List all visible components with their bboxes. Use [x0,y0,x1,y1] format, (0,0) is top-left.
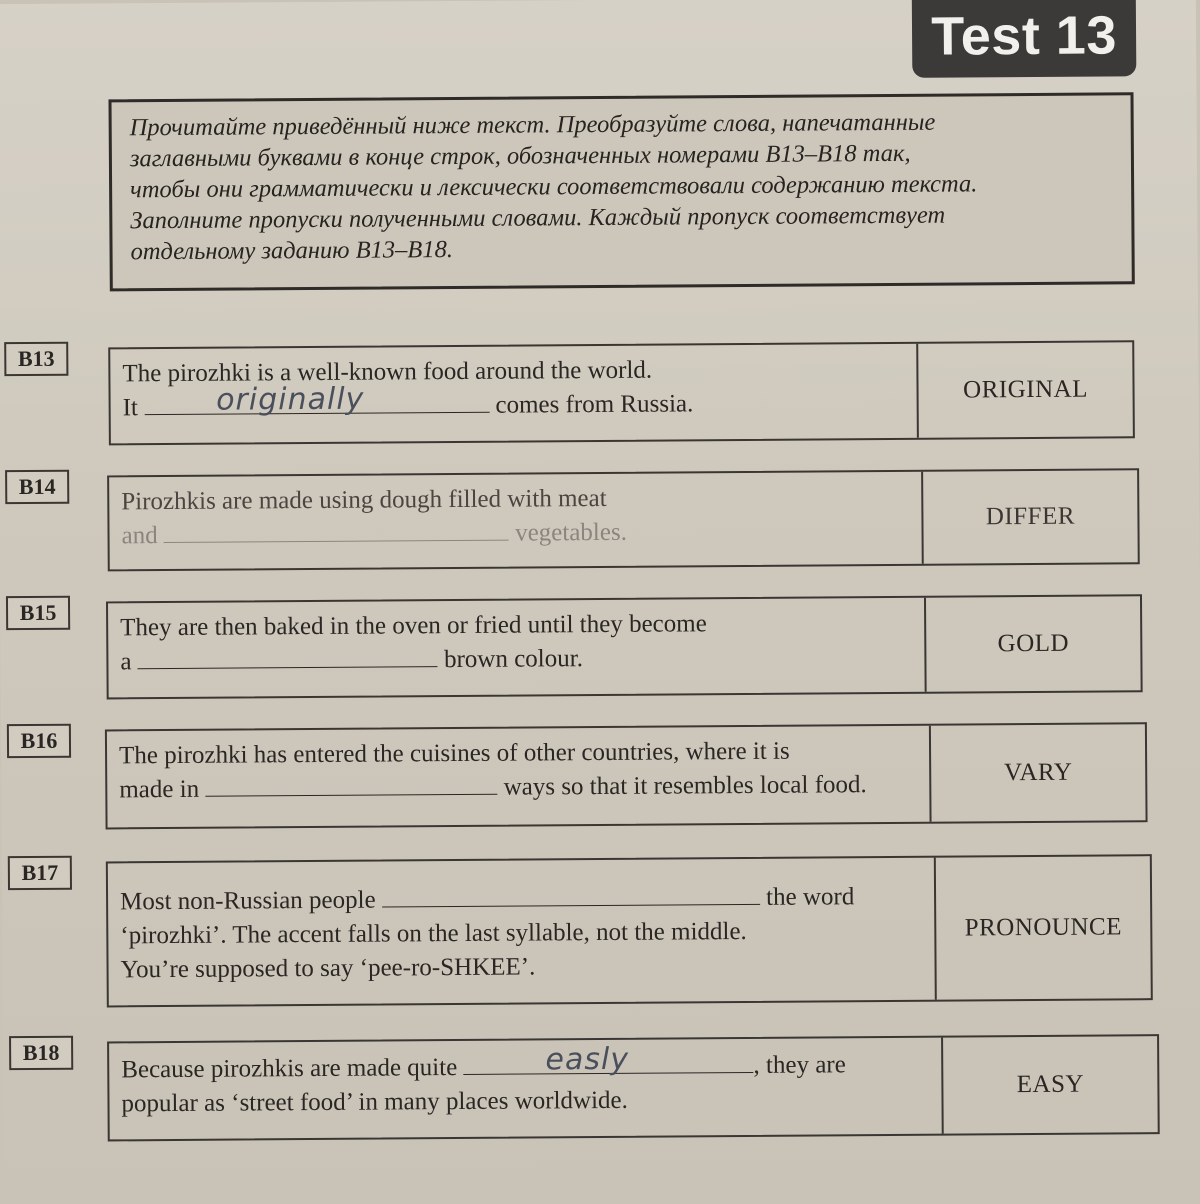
sentence-line: They are then baked in the oven or fried until they become [120,610,707,642]
sentence-fragment: a [120,648,132,676]
handwritten-answer: originally [216,381,365,418]
sentence-line: The pirozhki has entered the cuisines of other countries, where it is [118,737,790,770]
task-sentence [110,344,917,444]
test-label: Test 13 [931,5,1118,67]
task-sentence [108,598,925,698]
sentence-line: The pirozhki is a well-known food around the world. [122,356,653,388]
instructions-box [108,92,1134,291]
task-box [107,468,1140,571]
sentence-fragment: comes from Russia. [495,390,694,419]
task-b15 [0,588,1200,676]
sentence-fragment: brown colour. [443,645,583,674]
task-sentence [108,858,935,1006]
sentence-fragment: vegetables. [515,518,627,547]
sentence-fragment: and [121,522,158,550]
sentence-line [122,381,905,425]
task-sentence [107,726,930,828]
sentence-line [121,514,909,554]
task-b17 [2,848,1200,984]
sentence-line [120,880,922,920]
sentence-fragment: Because pirozhkis are made quite [121,1054,458,1084]
handwritten-answer: easly [545,1041,630,1078]
task-code: B17 [8,856,72,890]
task-b18 [3,1028,1200,1118]
task-box [106,594,1143,699]
task-code: B14 [5,470,69,504]
keyword: VARY [929,724,1146,822]
sentence-line [119,768,917,808]
sentence-fragment: made in [119,775,200,804]
keyword: PRONOUNCE [934,856,1151,1000]
test-number-tab [912,0,1137,78]
instructions-line: Заполните пропуски полученными словами. Каждый пропуск соответствует [130,201,946,235]
sentence-fragment: , they are [753,1051,846,1079]
instructions-line: чтобы они грамматически и лексически соответствовали содержанию текста. [130,170,978,204]
sentence-line: Pirozhkis are made using dough filled with meat [121,484,607,516]
answer-blank[interactable] [382,882,760,908]
sentence-line: You’re supposed to say ‘pee-ro-SHKEE’. [120,953,536,984]
sentence-line: ‘pirozhki’. The accent falls on the last syllable, not the middle. [120,917,747,950]
sentence-line: popular as ‘street food’ in many places worldwide. [121,1086,628,1118]
task-b16 [1,716,1200,804]
answer-blank[interactable] [144,381,489,418]
task-box [105,722,1148,829]
answer-blank[interactable] [138,644,438,669]
task-box [108,340,1135,445]
keyword: EASY [941,1036,1158,1134]
task-code: B13 [4,342,68,376]
keyword: ORIGINAL [916,342,1133,438]
task-b14 [0,462,1199,550]
sentence-fragment: Most non-Russian people [120,886,376,916]
sentence-fragment: the word [766,883,855,911]
task-sentence [109,472,922,570]
answer-blank[interactable] [463,1041,753,1078]
task-code: B18 [9,1036,73,1070]
sentence-fragment: It [122,394,139,422]
task-box [107,1034,1160,1141]
sentence-line [121,1041,929,1088]
task-box [106,854,1153,1007]
sentence-line [120,640,912,680]
answer-blank[interactable] [205,772,497,797]
task-sentence [109,1038,942,1140]
instructions-line: отдельному заданию B13–B18. [130,236,454,266]
sentence-fragment: ways so that it resembles local food. [503,771,867,801]
task-code: B16 [7,724,71,758]
instructions-line: Прочитайте приведённый ниже текст. Преобразуйте слова, напечатанные [129,108,936,142]
instructions-line: заглавными буквами в конце строк, обозначенных номерами B13–B18 так, [129,139,911,173]
task-b13 [0,334,1198,422]
keyword: GOLD [924,596,1141,692]
keyword: DIFFER [921,470,1138,564]
answer-blank[interactable] [164,518,509,543]
task-code: B15 [6,596,70,630]
